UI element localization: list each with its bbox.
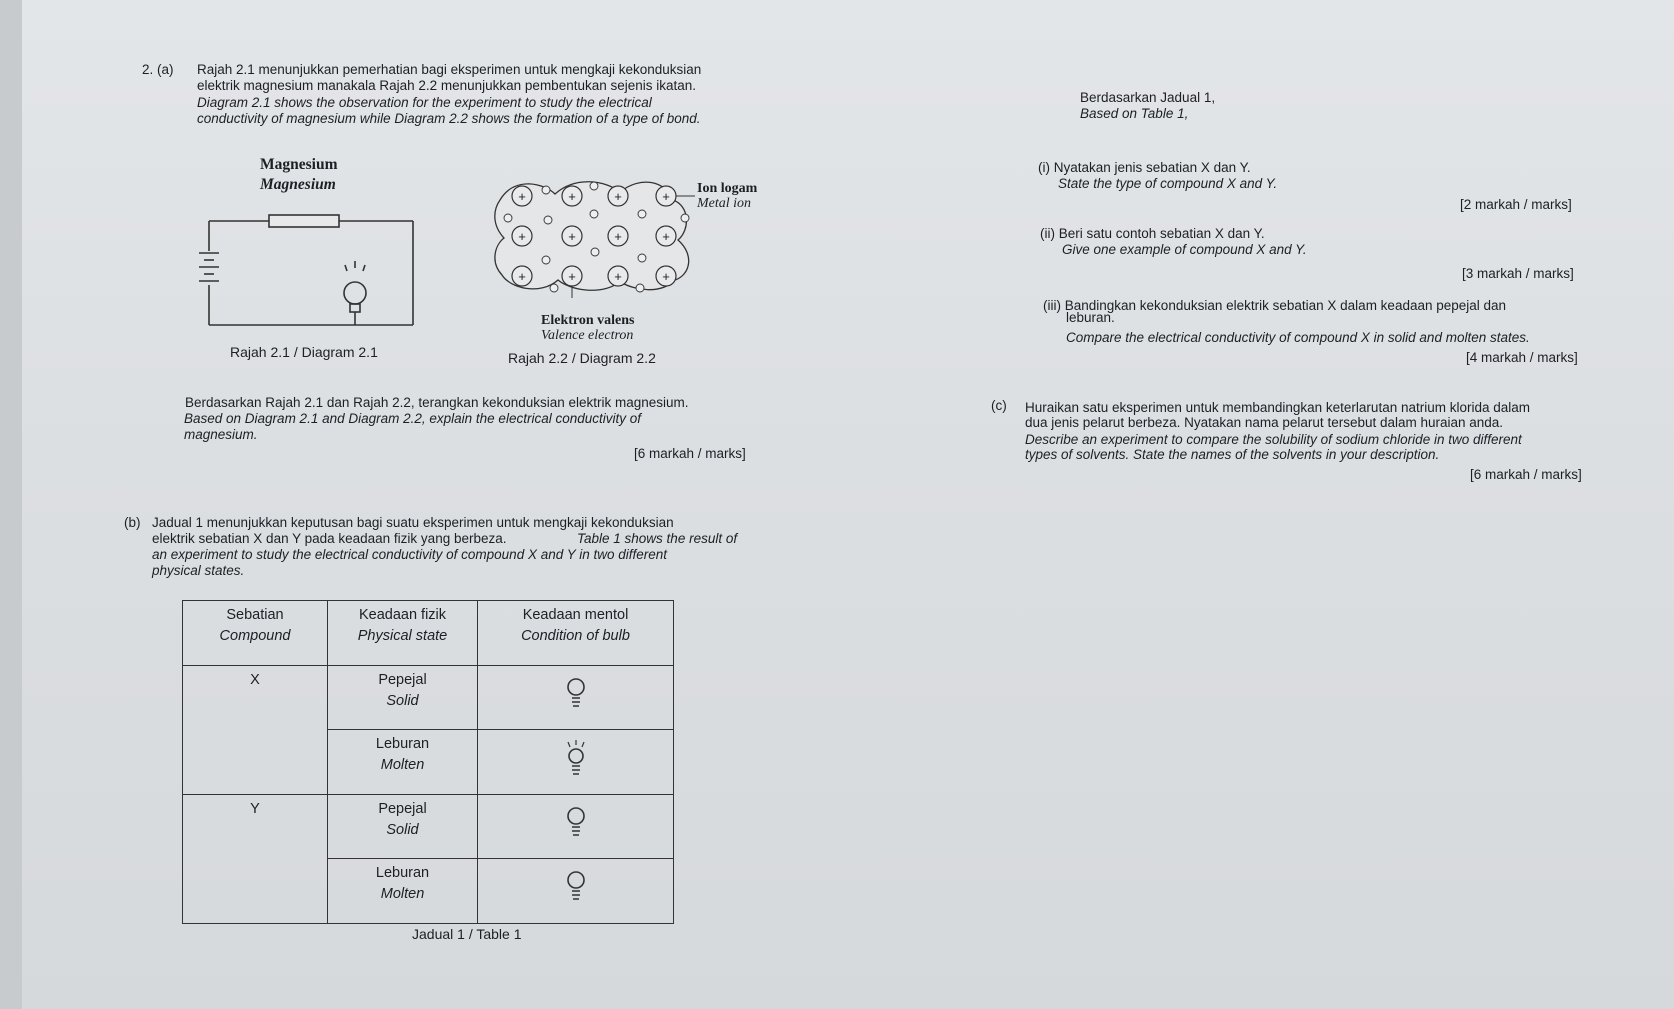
qi-text-ms: (i) Nyatakan jenis sebatian X dan Y. <box>1038 160 1251 175</box>
state-cell: Leburan Molten <box>328 730 478 795</box>
q2b-text-ms-1: Jadual 1 menunjukkan keputusan bagi suatu eksperimen untuk mengkaji kekonduksian <box>152 515 674 530</box>
svg-text:+: + <box>518 189 526 204</box>
qc-label: (c) <box>991 398 1007 413</box>
qc-text-ms-2: dua jenis pelarut berbeza. Nyatakan nama pelarut tersebut dalam huraian anda. <box>1025 415 1504 430</box>
bulb-off-icon <box>566 805 586 839</box>
table-row <box>183 665 674 730</box>
qii-text-ms: (ii) Beri satu contoh sebatian X dan Y. <box>1040 226 1265 241</box>
q2a-marks: [6 markah / marks] <box>634 446 746 461</box>
q2a-text-en-2: conductivity of magnesium while Diagram 2.2 shows the formation of a type of bond. <box>197 111 701 126</box>
svg-text:+: + <box>568 269 576 284</box>
q2a-question-en-2: magnesium. <box>184 427 258 442</box>
svg-text:+: + <box>614 269 622 284</box>
qii-text-en: Give one example of compound X and Y. <box>1062 242 1307 257</box>
state-cell: Pepejal Solid <box>328 794 478 859</box>
question-number: 2. (a) <box>142 62 174 77</box>
based-on-table-ms: Berdasarkan Jadual 1, <box>1080 90 1216 105</box>
metal-ion-label-ms: Ion logam <box>697 181 758 196</box>
qiii-marks: [4 markah / marks] <box>1466 350 1578 365</box>
valence-electron-label-en: Valence electron <box>541 328 634 343</box>
diagram-21-caption: Rajah 2.1 / Diagram 2.1 <box>230 344 378 360</box>
svg-text:+: + <box>614 189 622 204</box>
bulb-off-icon <box>566 676 586 710</box>
qiii-text-ms-1: (iii) Bandingkan kekonduksian elektrik sebatian X dalam keadaan pepejal dan <box>1043 298 1507 313</box>
header-bulb-condition: Keadaan mentol Condition of bulb <box>478 601 674 666</box>
svg-text:+: + <box>568 229 576 244</box>
q2a-text-en-1: Diagram 2.1 shows the observation for the experiment to study the electrical <box>197 95 652 110</box>
state-cell: Pepejal Solid <box>328 665 478 730</box>
results-table <box>182 600 674 924</box>
svg-text:+: + <box>662 189 670 204</box>
qiii-text-ms-2: leburan. <box>1066 310 1115 325</box>
qiii-text-en: Compare the electrical conductivity of compound X in solid and molten states. <box>1066 330 1530 345</box>
qi-text-en: State the type of compound X and Y. <box>1058 176 1278 191</box>
qii-marks: [3 markah / marks] <box>1462 266 1574 281</box>
compound-x-cell: X <box>183 665 328 794</box>
bulb-lit-icon <box>563 740 589 778</box>
q2a-question-ms: Berdasarkan Rajah 2.1 dan Rajah 2.2, terangkan kekonduksian elektrik magnesium. <box>185 395 689 410</box>
q2b-text-en-3: physical states. <box>152 563 245 578</box>
q2b-text-en-1: Table 1 shows the result of <box>577 531 738 546</box>
svg-text:+: + <box>518 269 526 284</box>
metallic-bond-diagram <box>490 170 710 300</box>
diagram-22-caption: Rajah 2.2 / Diagram 2.2 <box>508 350 656 366</box>
bulb-cell <box>478 794 674 859</box>
bulb-cell <box>478 730 674 795</box>
valence-electron-label-ms: Elektron valens <box>541 313 635 328</box>
q2a-text-ms-2: elektrik magnesium manakala Rajah 2.2 menunjukkan pembentukan sejenis ikatan. <box>197 78 697 93</box>
qc-text-en-1: Describe an experiment to compare the solubility of sodium chloride in two different <box>1025 432 1522 447</box>
bulb-off-icon <box>566 869 586 903</box>
magnesium-label-en: Magnesium <box>260 176 336 193</box>
q2b-label: (b) <box>124 515 141 530</box>
qi-marks: [2 markah / marks] <box>1460 197 1572 212</box>
qc-text-en-2: types of solvents. State the names of the solvents in your description. <box>1025 447 1440 462</box>
magnesium-label-ms: Magnesium <box>260 156 338 173</box>
svg-text:+: + <box>662 229 670 244</box>
svg-text:+: + <box>662 269 670 284</box>
header-compound: Sebatian Compound <box>183 601 328 666</box>
header-physical-state: Keadaan fizik Physical state <box>328 601 478 666</box>
table-row <box>183 794 674 859</box>
metal-ion-label-en: Metal ion <box>697 196 752 211</box>
qc-marks: [6 markah / marks] <box>1470 467 1582 482</box>
bulb-cell <box>478 859 674 924</box>
svg-text:+: + <box>614 229 622 244</box>
qc-text-ms-1: Huraikan satu eksperimen untuk membandingkan keterlarutan natrium klorida dalam <box>1025 400 1531 415</box>
q2a-text-ms-1: Rajah 2.1 menunjukkan pemerhatian bagi eksperimen untuk mengkaji kekonduksian <box>197 62 702 77</box>
q2b-text-ms-2: elektrik sebatian X dan Y pada keadaan fizik yang berbeza. <box>152 531 507 546</box>
q2a-question-en-1: Based on Diagram 2.1 and Diagram 2.2, explain the electrical conductivity of <box>184 411 641 426</box>
circuit-diagram <box>195 205 425 330</box>
svg-text:+: + <box>518 229 526 244</box>
table-caption: Jadual 1 / Table 1 <box>412 926 522 942</box>
compound-y-cell: Y <box>183 794 328 923</box>
svg-text:+: + <box>568 189 576 204</box>
bulb-cell <box>478 665 674 730</box>
based-on-table-en: Based on Table 1, <box>1080 106 1189 121</box>
state-cell: Leburan Molten <box>328 859 478 924</box>
q2b-text-en-2: an experiment to study the electrical conductivity of compound X and Y in two different <box>152 547 668 562</box>
